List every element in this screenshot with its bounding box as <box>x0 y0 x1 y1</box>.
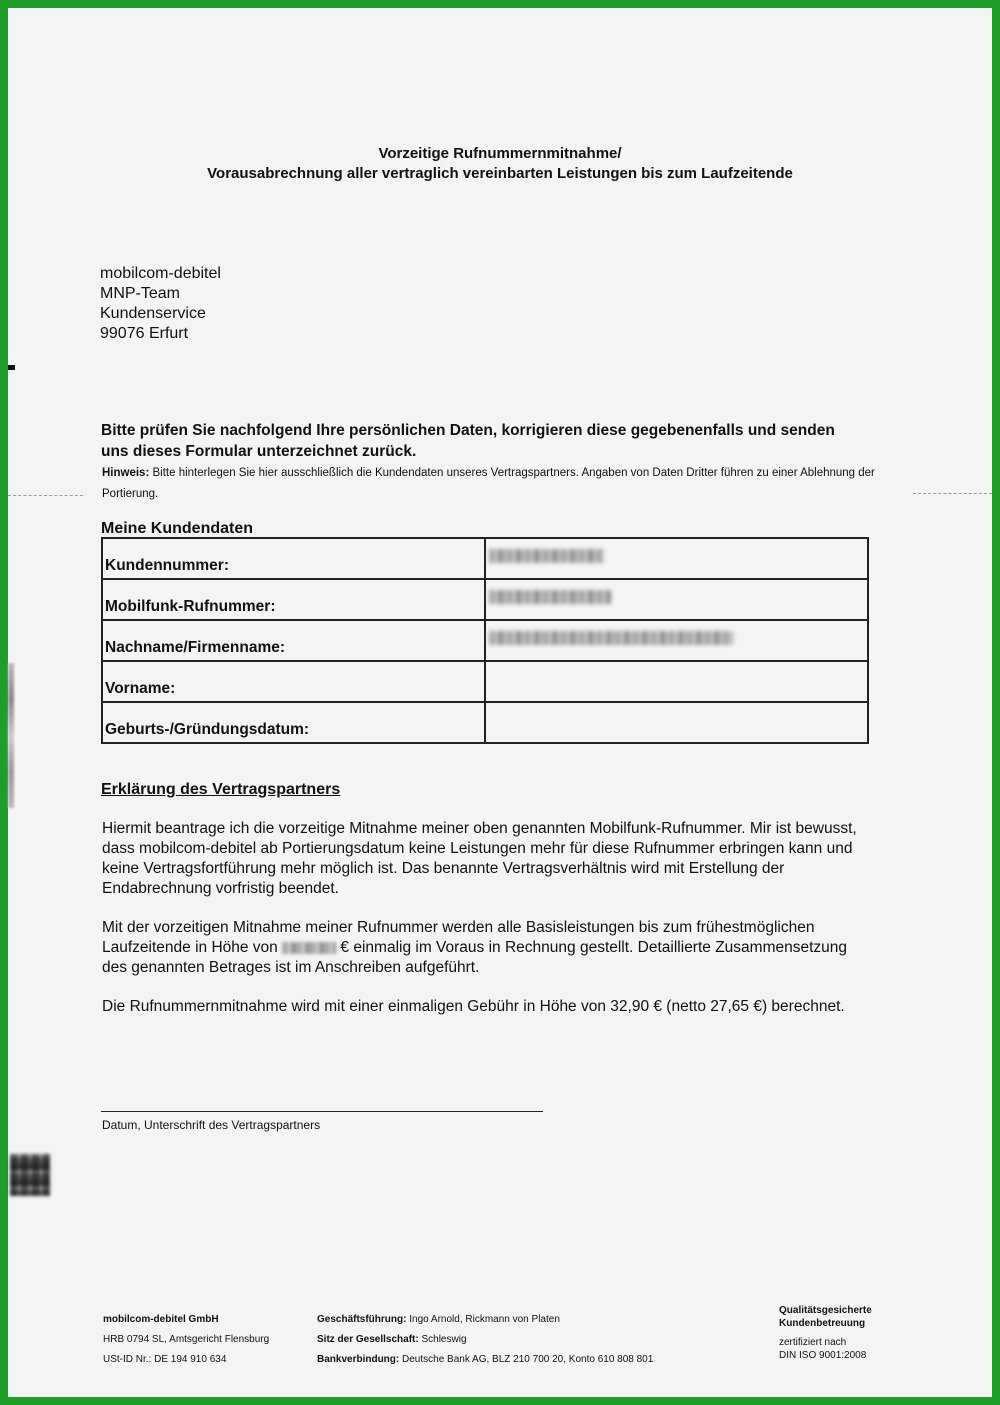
footer-sitz-value: Schleswig <box>418 1334 467 1345</box>
form-title-line1: Vorzeitige Rufnummernmitnahme/ <box>378 145 622 162</box>
declaration-paragraph-2 <box>102 918 872 978</box>
address-line: Kundenservice <box>100 305 206 322</box>
hint-body: Bitte hinterlegen Sie hier ausschließlich die Kundendaten unseres Vertragspartners. Angaben von Daten Dritter führen zu einer Ablehnung der Portierung. <box>102 467 875 500</box>
table-row <box>102 661 868 702</box>
redacted-value <box>489 549 603 563</box>
hint-text <box>102 463 882 505</box>
scan-dash <box>8 495 83 497</box>
table-row <box>102 579 868 620</box>
table-row <box>102 702 868 743</box>
declaration-title: Erklärung des Vertragspartners <box>101 781 341 798</box>
field-label-birth-date: Geburts-/Gründungsdatum: <box>102 702 485 743</box>
hint-label: Hinweis: <box>102 467 150 479</box>
form-page <box>8 8 992 1397</box>
footer-management-block <box>317 1310 653 1370</box>
field-value-last-name[interactable] <box>485 620 868 661</box>
field-label-first-name: Vorname: <box>102 661 485 702</box>
footer-cert-line2: DIN ISO 9001:2008 <box>779 1350 867 1361</box>
form-title-line2: Vorausabrechnung aller vertraglich vereinbarten Leistungen bis zum Laufzeitende <box>207 165 793 182</box>
footer-gf-label: Geschäftsführung: <box>317 1314 407 1325</box>
para2-currency: € <box>340 939 350 956</box>
footer-company-block <box>103 1310 269 1370</box>
redacted-value <box>489 631 733 645</box>
recipient-address <box>100 264 221 344</box>
section-title-customer-data: Meine Kundendaten <box>101 520 254 537</box>
para2-text-before: Mit der vorzeitigen Mitnahme meiner Rufnummer werden alle Basisleistungen bis zum frühestmöglichen Laufzeitende in Höhe von <box>102 919 815 956</box>
field-value-customer-number[interactable] <box>485 538 868 579</box>
address-line: 99076 Erfurt <box>100 325 189 342</box>
footer-gf-value: Ingo Arnold, Rickmann von Platen <box>406 1314 560 1325</box>
signature-line[interactable] <box>101 1111 543 1112</box>
redacted-value <box>489 590 611 604</box>
footer-quality-block <box>779 1304 872 1362</box>
field-value-first-name[interactable] <box>485 661 868 702</box>
scan-mark <box>8 365 15 370</box>
field-value-birth-date[interactable] <box>485 702 868 743</box>
signature-label: Datum, Unterschrift des Vertragspartners <box>102 1118 321 1132</box>
address-line: mobilcom-debitel <box>100 265 221 282</box>
footer-bank-value: Deutsche Bank AG, BLZ 210 700 20, Konto 610 808 801 <box>399 1354 654 1365</box>
redacted-amount <box>282 942 336 954</box>
scan-artifact <box>8 663 14 808</box>
address-line: MNP-Team <box>100 285 181 302</box>
footer-cert-line1: zertifiziert nach <box>779 1337 847 1348</box>
instruction-text: Bitte prüfen Sie nachfolgend Ihre persönlichen Daten, korrigieren diese gegebenenfalls und senden uns dieses Formular unterzeichnet zurück. <box>101 422 835 460</box>
declaration-paragraph-1: Hiermit beantrage ich die vorzeitige Mitnahme meiner oben genannten Mobilfunk-Rufnummer. Mir ist bewusst, dass mobilcom-debitel ab Portierungsdatum keine Leistungen mehr für diese Rufnummer erbringen kann und keine Vertragsfortführung mehr möglich ist. Das benannte Vertragsverhältnis wird mit Erstellung der Endabrechnung vorfristig beendet. <box>102 820 857 897</box>
declaration-paragraph-3: Die Rufnummernmitnahme wird mit einer einmaligen Gebühr in Höhe von 32,90 € (netto 27,65 €) berechnet. <box>102 998 845 1015</box>
field-label-last-name: Nachname/Firmenname: <box>102 620 485 661</box>
footer-bank-label: Bankverbindung: <box>317 1354 400 1365</box>
barcode-image <box>10 1154 50 1196</box>
table-row <box>102 538 868 579</box>
footer-ustid: USt-ID Nr.: DE 194 910 634 <box>103 1354 227 1365</box>
scan-dash <box>913 493 992 495</box>
table-row <box>102 620 868 661</box>
customer-data-table <box>101 537 869 744</box>
field-label-mobile-number: Mobilfunk-Rufnummer: <box>102 579 485 620</box>
footer-quality-line1: Qualitätsgesicherte <box>779 1305 872 1316</box>
para2-text-after: einmalig im Voraus in Rechnung gestellt. Detaillierte Zusammensetzung des genannten Betrages ist im Anschreiben aufgeführt. <box>102 939 848 976</box>
field-value-mobile-number[interactable] <box>485 579 868 620</box>
footer-hrb: HRB 0794 SL, Amtsgericht Flensburg <box>103 1334 270 1345</box>
field-label-customer-number: Kundennummer: <box>102 538 485 579</box>
footer-sitz-label: Sitz der Gesellschaft: <box>317 1334 419 1345</box>
footer-company: mobilcom-debitel GmbH <box>103 1314 219 1325</box>
footer-quality-line2: Kundenbetreuung <box>779 1318 866 1329</box>
